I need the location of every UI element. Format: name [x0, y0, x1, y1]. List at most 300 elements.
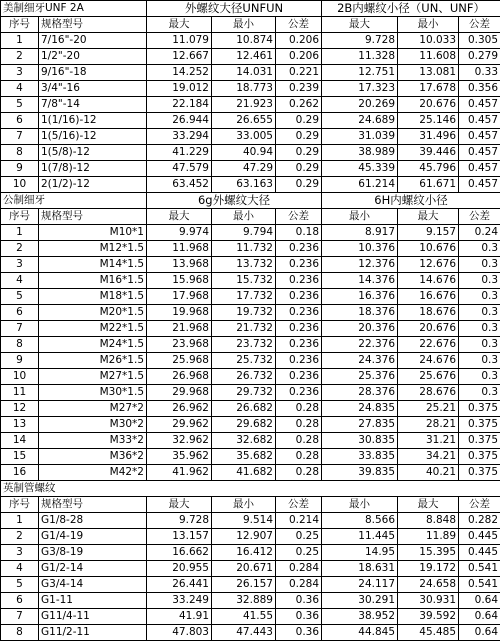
table-row — [1, 625, 500, 641]
column-header: 规格型号 — [39, 17, 147, 33]
table-cell: 3/4"-16 — [39, 81, 147, 97]
column-header-row — [1, 497, 500, 513]
table-cell: 0.3 — [459, 385, 500, 401]
table-cell: 40.21 — [398, 465, 459, 481]
column-header: 公差 — [459, 497, 500, 513]
table-cell: 30.291 — [322, 593, 398, 609]
table-cell: 0.236 — [276, 321, 322, 337]
table-cell: 29.962 — [147, 417, 212, 433]
table-cell: 4 — [1, 81, 39, 97]
table-cell: 26.732 — [212, 369, 276, 385]
table-cell: 47.803 — [147, 625, 212, 641]
table-cell: 0.457 — [459, 177, 500, 193]
table-row — [1, 289, 500, 305]
table-cell: 17.678 — [398, 81, 459, 97]
table-row — [1, 513, 500, 529]
table-cell: 31.039 — [322, 129, 398, 145]
column-header: 最小 — [398, 17, 459, 33]
table-cell: M20*1.5 — [39, 305, 147, 321]
table-cell: 25.21 — [398, 401, 459, 417]
table-cell: 5 — [1, 577, 39, 593]
table-cell: 35.962 — [147, 449, 212, 465]
column-header: 最大 — [322, 17, 398, 33]
table-cell: 30.931 — [398, 593, 459, 609]
table-cell: 11.968 — [147, 241, 212, 257]
table-cell: 0.262 — [276, 97, 322, 113]
table-cell: 11.89 — [398, 529, 459, 545]
table-cell: 32.962 — [147, 433, 212, 449]
table-cell: 0.29 — [276, 129, 322, 145]
column-header: 序号 — [1, 209, 39, 225]
table-cell: 45.339 — [322, 161, 398, 177]
table-cell: 38.989 — [322, 145, 398, 161]
table-row — [1, 113, 500, 129]
table-cell: G1/4-19 — [39, 529, 147, 545]
table-cell: M12*1.5 — [39, 241, 147, 257]
table-cell: 9 — [1, 353, 39, 369]
table-cell: 14 — [1, 433, 39, 449]
table-cell: 12.907 — [212, 529, 276, 545]
table-cell: 0.236 — [276, 241, 322, 257]
table-cell: 0.29 — [276, 177, 322, 193]
table-cell: 1(7/8)-12 — [39, 161, 147, 177]
table-cell: 0.236 — [276, 337, 322, 353]
table-cell: 45.796 — [398, 161, 459, 177]
table-cell: 11.608 — [398, 49, 459, 65]
table-cell: 20.676 — [398, 97, 459, 113]
table-cell: 0.3 — [459, 257, 500, 273]
table-cell: 10.874 — [212, 33, 276, 49]
table-cell: 8 — [1, 625, 39, 641]
table-cell: 0.3 — [459, 353, 500, 369]
table-cell: 6 — [1, 113, 39, 129]
table-cell: 0.282 — [459, 513, 500, 529]
table-cell: 12 — [1, 401, 39, 417]
table-row — [1, 305, 500, 321]
table-cell: 0.206 — [276, 49, 322, 65]
table-cell: 20.269 — [322, 97, 398, 113]
table-cell: 33.294 — [147, 129, 212, 145]
table-cell: M24*1.5 — [39, 337, 147, 353]
table-row — [1, 529, 500, 545]
table-cell: 28.376 — [322, 385, 398, 401]
table-cell: 63.163 — [212, 177, 276, 193]
table-row — [1, 257, 500, 273]
table-cell: 20.376 — [322, 321, 398, 337]
external-thread-group-title: 6g外螺纹大径 — [147, 193, 322, 209]
table-cell: 21.923 — [212, 97, 276, 113]
table-cell: 0.457 — [459, 129, 500, 145]
table-cell: 23.968 — [147, 337, 212, 353]
table-cell: 0.236 — [276, 305, 322, 321]
table-cell: 9.728 — [147, 513, 212, 529]
section-title: 美制细牙UNF 2A — [1, 1, 147, 17]
table-cell: 0.64 — [459, 593, 500, 609]
table-cell: 24.835 — [322, 401, 398, 417]
table-cell: 1 — [1, 513, 39, 529]
table-cell: 0.375 — [459, 449, 500, 465]
table-cell: 10.676 — [398, 241, 459, 257]
table-cell: 0.445 — [459, 529, 500, 545]
table-cell: M18*1.5 — [39, 289, 147, 305]
table-cell: M42*2 — [39, 465, 147, 481]
column-header-row — [1, 209, 500, 225]
table-row — [1, 129, 500, 145]
table-cell: 13.968 — [147, 257, 212, 273]
table-cell: 0.214 — [276, 513, 322, 529]
table-cell: 26.157 — [212, 577, 276, 593]
table-cell: 0.221 — [276, 65, 322, 81]
table-row — [1, 593, 500, 609]
table-cell: 3 — [1, 545, 39, 561]
table-row — [1, 177, 500, 193]
table-cell: 26.682 — [212, 401, 276, 417]
table-cell: 13.081 — [398, 65, 459, 81]
column-header: 最大 — [398, 209, 459, 225]
table-cell: 0.457 — [459, 145, 500, 161]
table-row — [1, 273, 500, 289]
table-cell: 0.284 — [276, 577, 322, 593]
table-cell: 1 — [1, 225, 39, 241]
table-row — [1, 545, 500, 561]
table-cell: 18.773 — [212, 81, 276, 97]
table-cell: 9.514 — [212, 513, 276, 529]
table-cell: 0.375 — [459, 433, 500, 449]
column-header: 最大 — [147, 17, 212, 33]
section-title: 公制细牙 — [1, 193, 147, 209]
table-row — [1, 33, 500, 49]
table-cell: 25.968 — [147, 353, 212, 369]
section-title-row — [1, 193, 500, 209]
table-cell: 26.441 — [147, 577, 212, 593]
table-cell: 0.236 — [276, 385, 322, 401]
table-cell: 0.375 — [459, 417, 500, 433]
table-cell: 25.146 — [398, 113, 459, 129]
table-cell: 0.284 — [276, 561, 322, 577]
table-cell: 15.732 — [212, 273, 276, 289]
table-row — [1, 465, 500, 481]
table-cell: 2 — [1, 241, 39, 257]
table-row — [1, 401, 500, 417]
table-cell: 32.682 — [212, 433, 276, 449]
table-row — [1, 161, 500, 177]
external-thread-group-title: 外螺纹大径UNFUN — [147, 1, 322, 17]
table-row — [1, 609, 500, 625]
table-cell: 47.443 — [212, 625, 276, 641]
table-cell: 0.445 — [459, 545, 500, 561]
table-row — [1, 97, 500, 113]
column-header: 最小 — [212, 209, 276, 225]
table-cell: 0.3 — [459, 305, 500, 321]
table-cell: 44.845 — [322, 625, 398, 641]
table-row — [1, 433, 500, 449]
table-cell: 9.728 — [322, 33, 398, 49]
table-cell: 11.732 — [212, 241, 276, 257]
table-cell: 40.94 — [212, 145, 276, 161]
table-cell: 2 — [1, 529, 39, 545]
table-cell: G1/2-14 — [39, 561, 147, 577]
table-row — [1, 417, 500, 433]
table-cell: G11/4-11 — [39, 609, 147, 625]
table-cell: 39.835 — [322, 465, 398, 481]
table-cell: 18.376 — [322, 305, 398, 321]
table-cell: 7/8"-14 — [39, 97, 147, 113]
table-cell: 0.457 — [459, 113, 500, 129]
table-cell: 33.835 — [322, 449, 398, 465]
table-cell: 19.172 — [398, 561, 459, 577]
table-cell: 20.671 — [212, 561, 276, 577]
table-cell: 24.689 — [322, 113, 398, 129]
table-cell: 0.3 — [459, 337, 500, 353]
table-row — [1, 145, 500, 161]
table-cell: 0.279 — [459, 49, 500, 65]
table-cell: 47.579 — [147, 161, 212, 177]
table-cell: 61.214 — [322, 177, 398, 193]
table-cell: G11/2-11 — [39, 625, 147, 641]
table-cell: 39.446 — [398, 145, 459, 161]
table-cell: M16*1.5 — [39, 273, 147, 289]
table-cell: 1(5/16)-12 — [39, 129, 147, 145]
table-cell: 13.732 — [212, 257, 276, 273]
table-cell: 19.732 — [212, 305, 276, 321]
table-cell: 24.117 — [322, 577, 398, 593]
column-header: 公差 — [276, 209, 322, 225]
table-cell: 6 — [1, 305, 39, 321]
table-row — [1, 225, 500, 241]
table-cell: 10.033 — [398, 33, 459, 49]
table-cell: M36*2 — [39, 449, 147, 465]
table-cell: 0.3 — [459, 321, 500, 337]
table-cell: 10 — [1, 369, 39, 385]
section-title-row — [1, 1, 500, 17]
table-cell: 22.184 — [147, 97, 212, 113]
table-cell: 41.229 — [147, 145, 212, 161]
table-row — [1, 369, 500, 385]
table-cell: 17.968 — [147, 289, 212, 305]
table-cell: M27*1.5 — [39, 369, 147, 385]
table-cell: 10.376 — [322, 241, 398, 257]
table-cell: 6 — [1, 593, 39, 609]
table-cell: 7 — [1, 321, 39, 337]
table-cell: 28.21 — [398, 417, 459, 433]
table-cell: 25.676 — [398, 369, 459, 385]
table-cell: 18.676 — [398, 305, 459, 321]
table-cell: 0.28 — [276, 417, 322, 433]
table-cell: 31.496 — [398, 129, 459, 145]
table-cell: 30.835 — [322, 433, 398, 449]
table-cell: 0.305 — [459, 33, 500, 49]
table-cell: 10 — [1, 177, 39, 193]
table-cell: 0.28 — [276, 433, 322, 449]
table-cell: 8 — [1, 337, 39, 353]
table-cell: 2(1/2)-12 — [39, 177, 147, 193]
column-header: 最小 — [322, 209, 398, 225]
table-cell: 29.732 — [212, 385, 276, 401]
table-cell: 29.682 — [212, 417, 276, 433]
table-cell: 12.751 — [322, 65, 398, 81]
table-cell: 0.236 — [276, 273, 322, 289]
column-header: 最小 — [212, 17, 276, 33]
table-row — [1, 81, 500, 97]
table-cell: 9.974 — [147, 225, 212, 241]
table-cell: 0.64 — [459, 609, 500, 625]
table-cell: 9 — [1, 161, 39, 177]
table-cell: 9.157 — [398, 225, 459, 241]
table-row — [1, 241, 500, 257]
table-cell: 34.21 — [398, 449, 459, 465]
table-cell: 12.667 — [147, 49, 212, 65]
table-cell: 0.3 — [459, 273, 500, 289]
table-cell: 0.3 — [459, 241, 500, 257]
column-header: 最大 — [398, 497, 459, 513]
table-cell: 0.236 — [276, 257, 322, 273]
section-title-row — [1, 481, 500, 497]
table-cell: 23.732 — [212, 337, 276, 353]
table-cell: G3/8-19 — [39, 545, 147, 561]
table-cell: 0.25 — [276, 545, 322, 561]
table-cell: 21.968 — [147, 321, 212, 337]
table-row — [1, 385, 500, 401]
table-cell: 0.29 — [276, 113, 322, 129]
table-row — [1, 65, 500, 81]
table-cell: G1/8-28 — [39, 513, 147, 529]
table-cell: 0.18 — [276, 225, 322, 241]
table-cell: 15.968 — [147, 273, 212, 289]
table-cell: 1/2"-20 — [39, 49, 147, 65]
table-cell: 0.33 — [459, 65, 500, 81]
table-row — [1, 49, 500, 65]
table-cell: 14.95 — [322, 545, 398, 561]
table-cell: 16.412 — [212, 545, 276, 561]
table-cell: 8.917 — [322, 225, 398, 241]
table-cell: 14.252 — [147, 65, 212, 81]
table-cell: 0.36 — [276, 609, 322, 625]
table-cell: 41.682 — [212, 465, 276, 481]
table-cell: 0.375 — [459, 465, 500, 481]
table-cell: 24.376 — [322, 353, 398, 369]
column-header: 最小 — [212, 497, 276, 513]
table-cell: M33*2 — [39, 433, 147, 449]
table-cell: 0.3 — [459, 369, 500, 385]
table-cell: 15 — [1, 449, 39, 465]
table-cell: 26.962 — [147, 401, 212, 417]
table-cell: 8.848 — [398, 513, 459, 529]
table-cell: M27*2 — [39, 401, 147, 417]
table-cell: 7/16"-20 — [39, 33, 147, 49]
internal-thread-group-title: 2B内螺纹小径（UN、UNF） — [322, 1, 500, 17]
table-cell: 19.012 — [147, 81, 212, 97]
table-cell: M14*1.5 — [39, 257, 147, 273]
table-cell: 41.55 — [212, 609, 276, 625]
table-cell: 16.376 — [322, 289, 398, 305]
table-cell: 20.676 — [398, 321, 459, 337]
table-cell: 7 — [1, 609, 39, 625]
table-cell: 0.28 — [276, 465, 322, 481]
table-cell: 24.676 — [398, 353, 459, 369]
table-cell: 26.944 — [147, 113, 212, 129]
table-cell: 0.28 — [276, 449, 322, 465]
internal-thread-group-title: 6H内螺纹小径 — [322, 193, 500, 209]
table-cell: 16.676 — [398, 289, 459, 305]
table-cell: 19.968 — [147, 305, 212, 321]
table-cell: 0.236 — [276, 289, 322, 305]
table-cell: 1 — [1, 33, 39, 49]
table-cell: 27.835 — [322, 417, 398, 433]
table-cell: G1-11 — [39, 593, 147, 609]
table-cell: 21.732 — [212, 321, 276, 337]
table-cell: 14.376 — [322, 273, 398, 289]
table-cell: 22.376 — [322, 337, 398, 353]
column-header: 序号 — [1, 17, 39, 33]
column-header: 最大 — [147, 209, 212, 225]
table-cell: 24.658 — [398, 577, 459, 593]
column-header: 公差 — [459, 209, 500, 225]
table-cell: 22.676 — [398, 337, 459, 353]
table-row — [1, 561, 500, 577]
table-row — [1, 577, 500, 593]
table-cell: 0.3 — [459, 289, 500, 305]
table-cell: 18.631 — [322, 561, 398, 577]
table-cell: 14.031 — [212, 65, 276, 81]
table-cell: 33.005 — [212, 129, 276, 145]
table-cell: 35.682 — [212, 449, 276, 465]
table-row — [1, 449, 500, 465]
table-cell: 38.952 — [322, 609, 398, 625]
table-cell: 61.671 — [398, 177, 459, 193]
table-cell: 47.29 — [212, 161, 276, 177]
table-cell: 0.541 — [459, 561, 500, 577]
table-cell: 12.461 — [212, 49, 276, 65]
table-cell: 41.91 — [147, 609, 212, 625]
table-cell: 14.676 — [398, 273, 459, 289]
column-header: 序号 — [1, 497, 39, 513]
table-row — [1, 321, 500, 337]
table-cell: 17.323 — [322, 81, 398, 97]
table-cell: 3 — [1, 257, 39, 273]
table-cell: 4 — [1, 561, 39, 577]
table-cell: 1(5/8)-12 — [39, 145, 147, 161]
table-cell: 7 — [1, 129, 39, 145]
table-cell: 9.794 — [212, 225, 276, 241]
table-cell: 3 — [1, 65, 39, 81]
table-body — [1, 1, 500, 641]
column-header: 最小 — [322, 497, 398, 513]
table-cell: 33.249 — [147, 593, 212, 609]
table-cell: 0.24 — [459, 225, 500, 241]
table-cell: 25.376 — [322, 369, 398, 385]
table-cell: 1(1/16)-12 — [39, 113, 147, 129]
table-cell: 12.676 — [398, 257, 459, 273]
table-cell: 25.732 — [212, 353, 276, 369]
table-cell: 39.592 — [398, 609, 459, 625]
table-cell: 16 — [1, 465, 39, 481]
table-cell: 8.566 — [322, 513, 398, 529]
table-cell: 0.36 — [276, 625, 322, 641]
section-title: 英制管螺纹 — [1, 481, 500, 497]
table-cell: 0.375 — [459, 401, 500, 417]
table-cell: M10*1 — [39, 225, 147, 241]
table-cell: 28.676 — [398, 385, 459, 401]
table-cell: 45.485 — [398, 625, 459, 641]
table-cell: 29.968 — [147, 385, 212, 401]
table-cell: 11.079 — [147, 33, 212, 49]
table-cell: 11 — [1, 385, 39, 401]
table-cell: 15.395 — [398, 545, 459, 561]
column-header: 最大 — [147, 497, 212, 513]
column-header-row — [1, 17, 500, 33]
table-cell: 9/16"-18 — [39, 65, 147, 81]
table-cell: 16.662 — [147, 545, 212, 561]
